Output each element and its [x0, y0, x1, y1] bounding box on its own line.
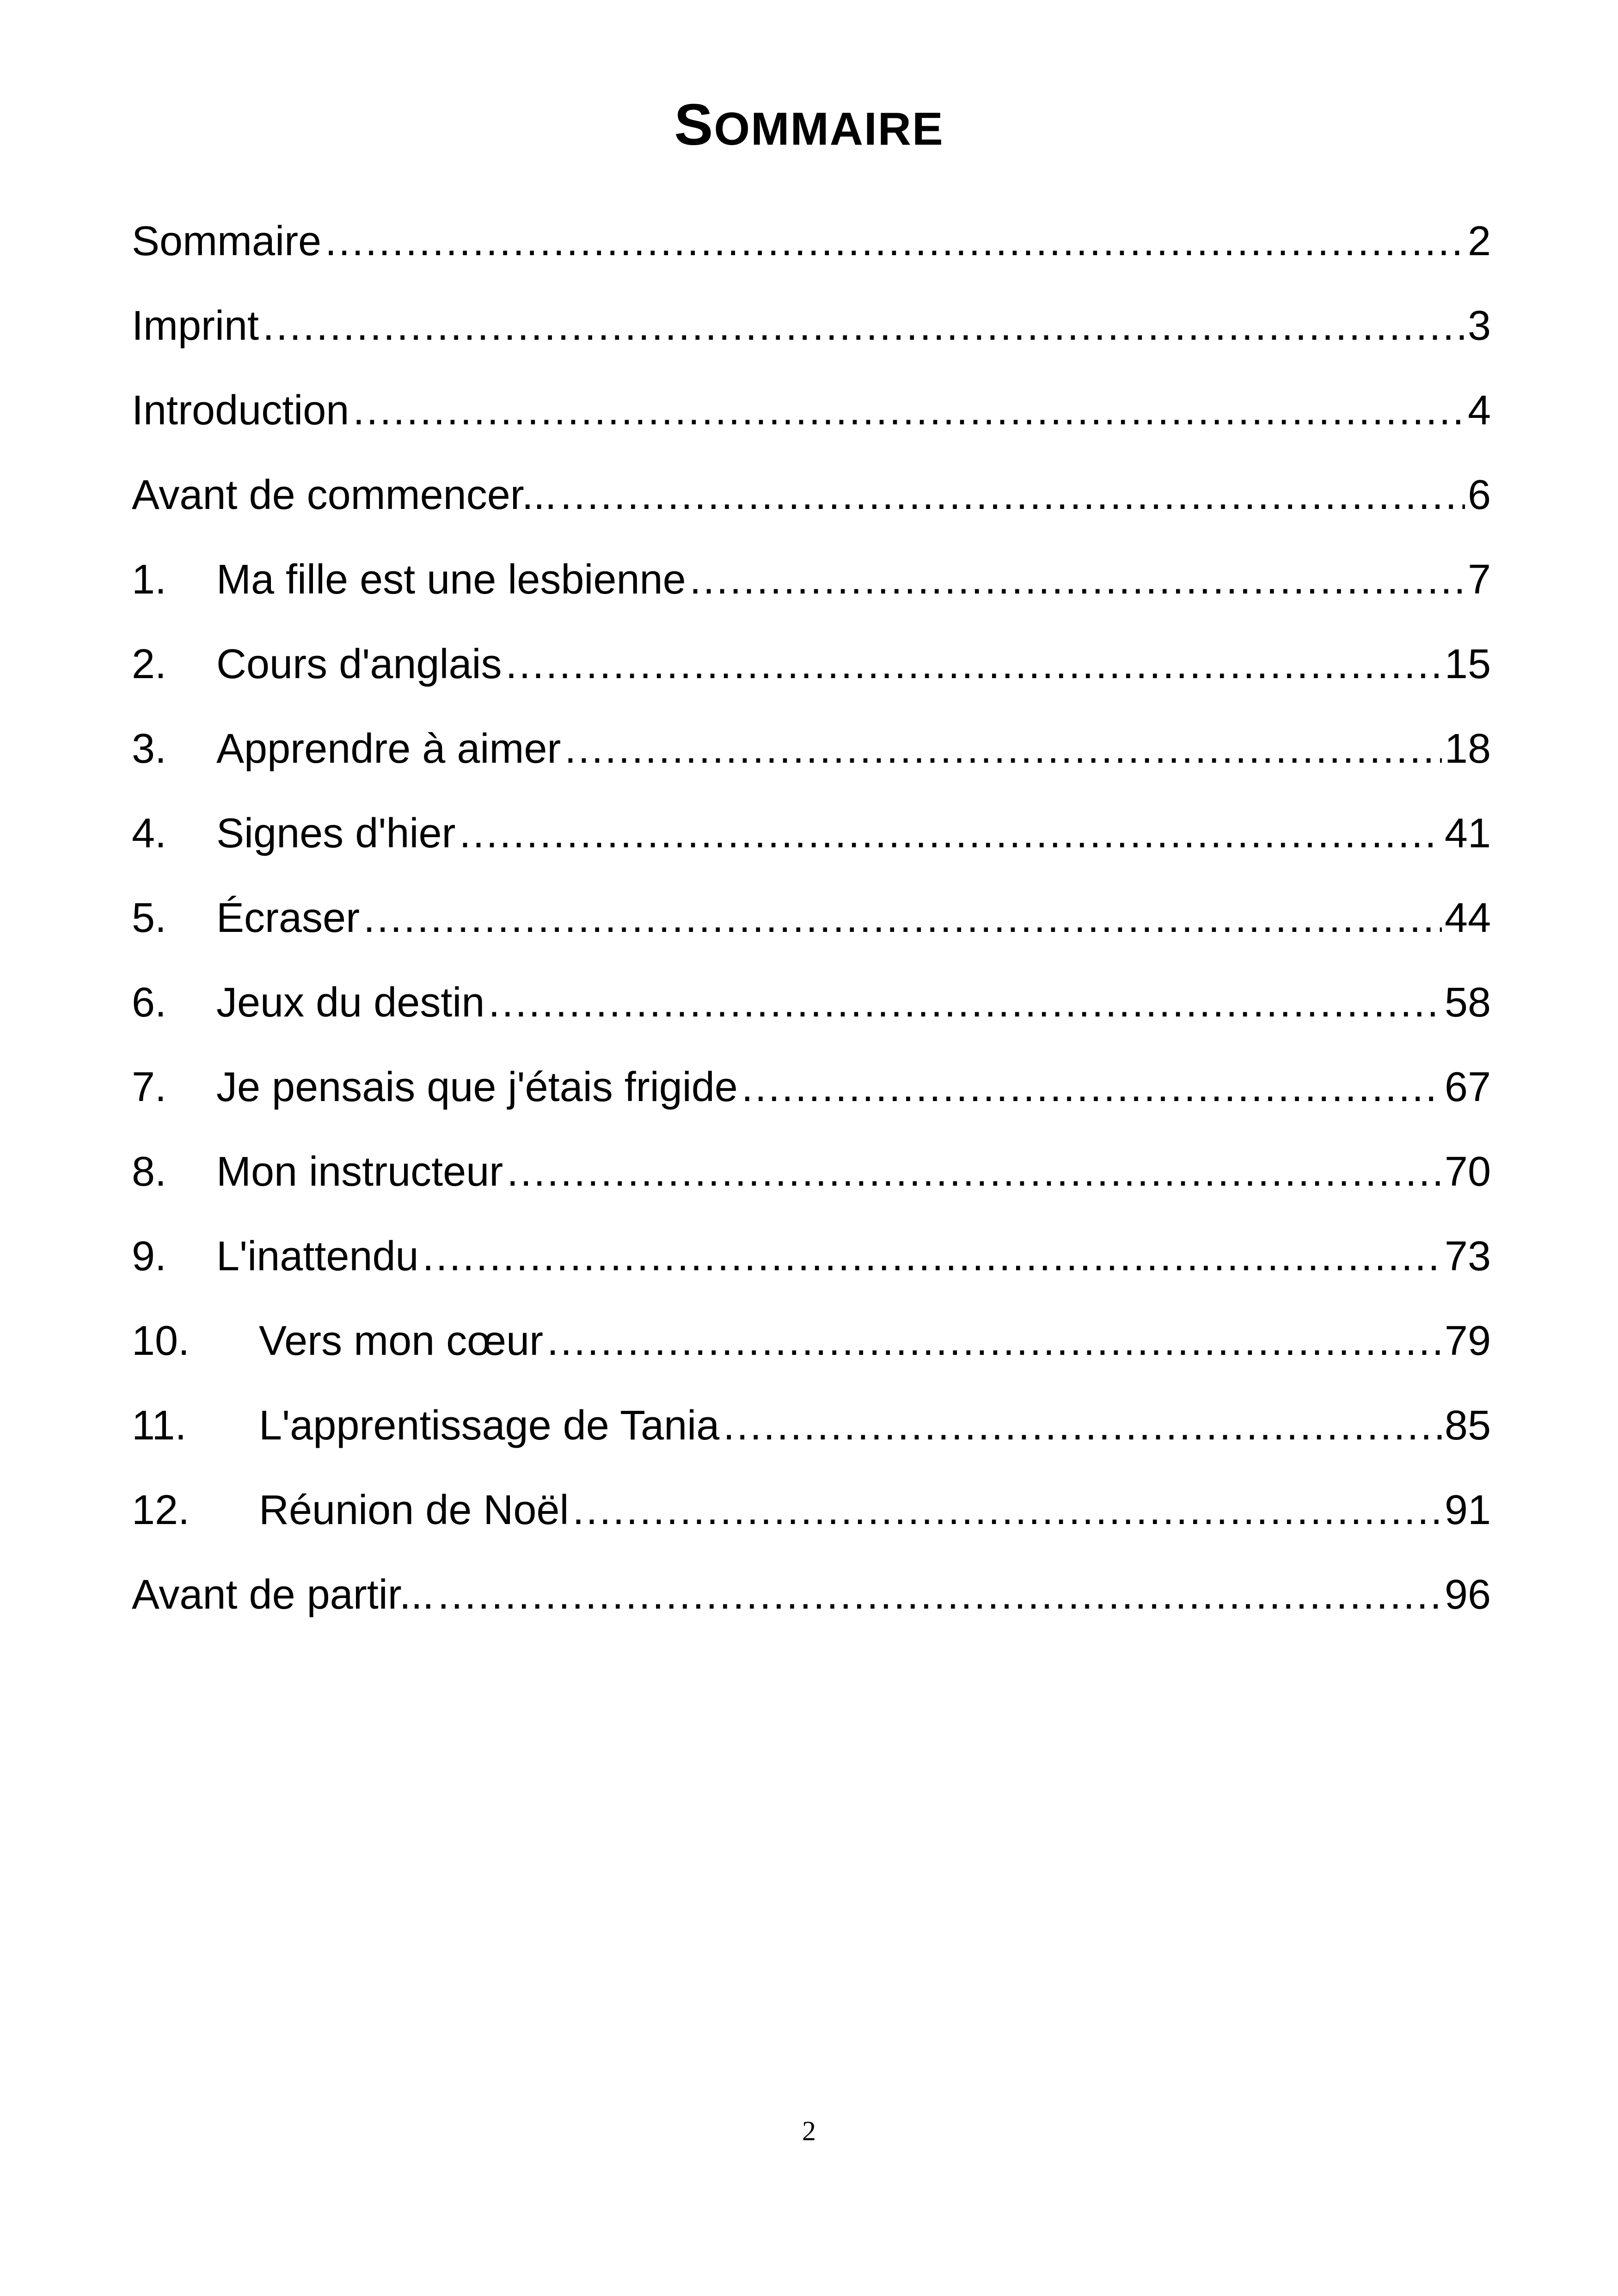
- toc-entry-number: 1.: [132, 556, 167, 603]
- toc-entry-label: Sommaire: [132, 218, 322, 264]
- toc-entry-page: 15: [1444, 641, 1491, 687]
- toc-entry-label: Mon instructeur: [216, 1148, 503, 1195]
- toc-entry[interactable]: [132, 1298, 1491, 1383]
- table-of-contents: [132, 199, 1491, 1637]
- toc-entry[interactable]: [132, 1552, 1491, 1637]
- toc-dot-leader: [263, 300, 1465, 351]
- toc-dot-leader: [507, 1146, 1442, 1197]
- toc-entry-page: 79: [1444, 1317, 1491, 1364]
- toc-entry-number: 9.: [132, 1233, 167, 1280]
- footer-page-number: 2: [802, 2116, 816, 2146]
- toc-dot-leader: [742, 1062, 1442, 1113]
- toc-entry-label: L'inattendu: [216, 1233, 419, 1280]
- toc-entry-number: 11.: [132, 1402, 187, 1449]
- toc-entry[interactable]: [132, 960, 1491, 1045]
- toc-dot-leader: [363, 893, 1442, 943]
- toc-entry[interactable]: [132, 876, 1491, 960]
- toc-entry[interactable]: [132, 199, 1491, 283]
- toc-entry-label: Ma fille est une lesbienne: [216, 556, 686, 603]
- toc-entry[interactable]: [132, 1045, 1491, 1129]
- toc-entry-page: 6: [1467, 471, 1491, 518]
- toc-entry-page: 70: [1444, 1148, 1491, 1195]
- toc-entry-page: 73: [1444, 1233, 1491, 1280]
- toc-entry-label: Avant de partir...: [132, 1571, 434, 1618]
- toc-entry-page: 41: [1444, 810, 1491, 857]
- toc-entry-page: 2: [1467, 218, 1491, 264]
- toc-entry-page: 67: [1444, 1064, 1491, 1110]
- page-title: [0, 90, 1618, 164]
- toc-entry[interactable]: [132, 706, 1491, 791]
- toc-entry-label: L'apprentissage de Tania: [259, 1402, 720, 1449]
- toc-entry-page: 18: [1444, 725, 1491, 772]
- toc-entry-page: 85: [1444, 1402, 1491, 1449]
- toc-dot-leader: [547, 1316, 1442, 1366]
- toc-entry[interactable]: [132, 791, 1491, 876]
- toc-entry-label: Réunion de Noël: [259, 1487, 569, 1533]
- toc-entry-number: 6.: [132, 979, 167, 1026]
- title-rest: OMMAIRE: [714, 103, 944, 155]
- toc-entry-page: 96: [1444, 1571, 1491, 1618]
- toc-entry-label: Écraser: [216, 894, 360, 941]
- toc-entry-label: Signes d'hier: [216, 810, 456, 857]
- toc-entry[interactable]: [132, 368, 1491, 453]
- toc-entry-label: Je pensais que j'étais frigide: [216, 1064, 738, 1110]
- toc-entry-label: Vers mon cœur: [259, 1317, 544, 1364]
- toc-entry[interactable]: [132, 1214, 1491, 1298]
- toc-entry-label: Imprint: [132, 302, 259, 349]
- toc-entry-page: 58: [1444, 979, 1491, 1026]
- toc-entry-page: 4: [1467, 387, 1491, 434]
- toc-dot-leader: [564, 723, 1441, 774]
- toc-dot-leader: [506, 639, 1442, 690]
- toc-entry[interactable]: [132, 1129, 1491, 1214]
- toc-entry[interactable]: [132, 283, 1491, 368]
- toc-entry-number: 10.: [132, 1317, 190, 1364]
- toc-entry-number: 2.: [132, 641, 167, 687]
- toc-entry-label: Jeux du destin: [216, 979, 485, 1026]
- toc-dot-leader: [560, 470, 1465, 520]
- toc-dot-leader: [690, 554, 1465, 605]
- toc-entry-label: Introduction: [132, 387, 349, 434]
- toc-dot-leader: [423, 1231, 1442, 1282]
- toc-dot-leader: [488, 977, 1442, 1028]
- toc-entry-page: 7: [1467, 556, 1491, 603]
- toc-dot-leader: [572, 1485, 1441, 1536]
- toc-entry-page: 3: [1467, 302, 1491, 349]
- toc-entry-page: 91: [1444, 1487, 1491, 1533]
- toc-entry[interactable]: [132, 453, 1491, 537]
- toc-entry-number: 5.: [132, 894, 167, 941]
- toc-dot-leader: [353, 385, 1465, 436]
- toc-entry-page: 44: [1444, 894, 1491, 941]
- toc-dot-leader: [723, 1400, 1442, 1451]
- toc-entry-number: 4.: [132, 810, 167, 857]
- toc-entry-label: Apprendre à aimer: [216, 725, 561, 772]
- toc-entry-label: Cours d'anglais: [216, 641, 502, 687]
- toc-entry-number: 3.: [132, 725, 167, 772]
- toc-entry[interactable]: [132, 1383, 1491, 1468]
- toc-entry[interactable]: [132, 622, 1491, 706]
- toc-entry-number: 12.: [132, 1487, 190, 1533]
- toc-dot-leader: [325, 216, 1465, 267]
- toc-entry-label: Avant de commencer...: [132, 471, 557, 518]
- toc-entry[interactable]: [132, 1468, 1491, 1552]
- toc-entry-number: 7.: [132, 1064, 167, 1110]
- toc-dot-leader: [438, 1569, 1442, 1620]
- toc-dot-leader: [460, 808, 1442, 859]
- toc-entry[interactable]: [132, 537, 1491, 622]
- toc-entry-number: 8.: [132, 1148, 167, 1195]
- title-first-letter: S: [674, 92, 714, 157]
